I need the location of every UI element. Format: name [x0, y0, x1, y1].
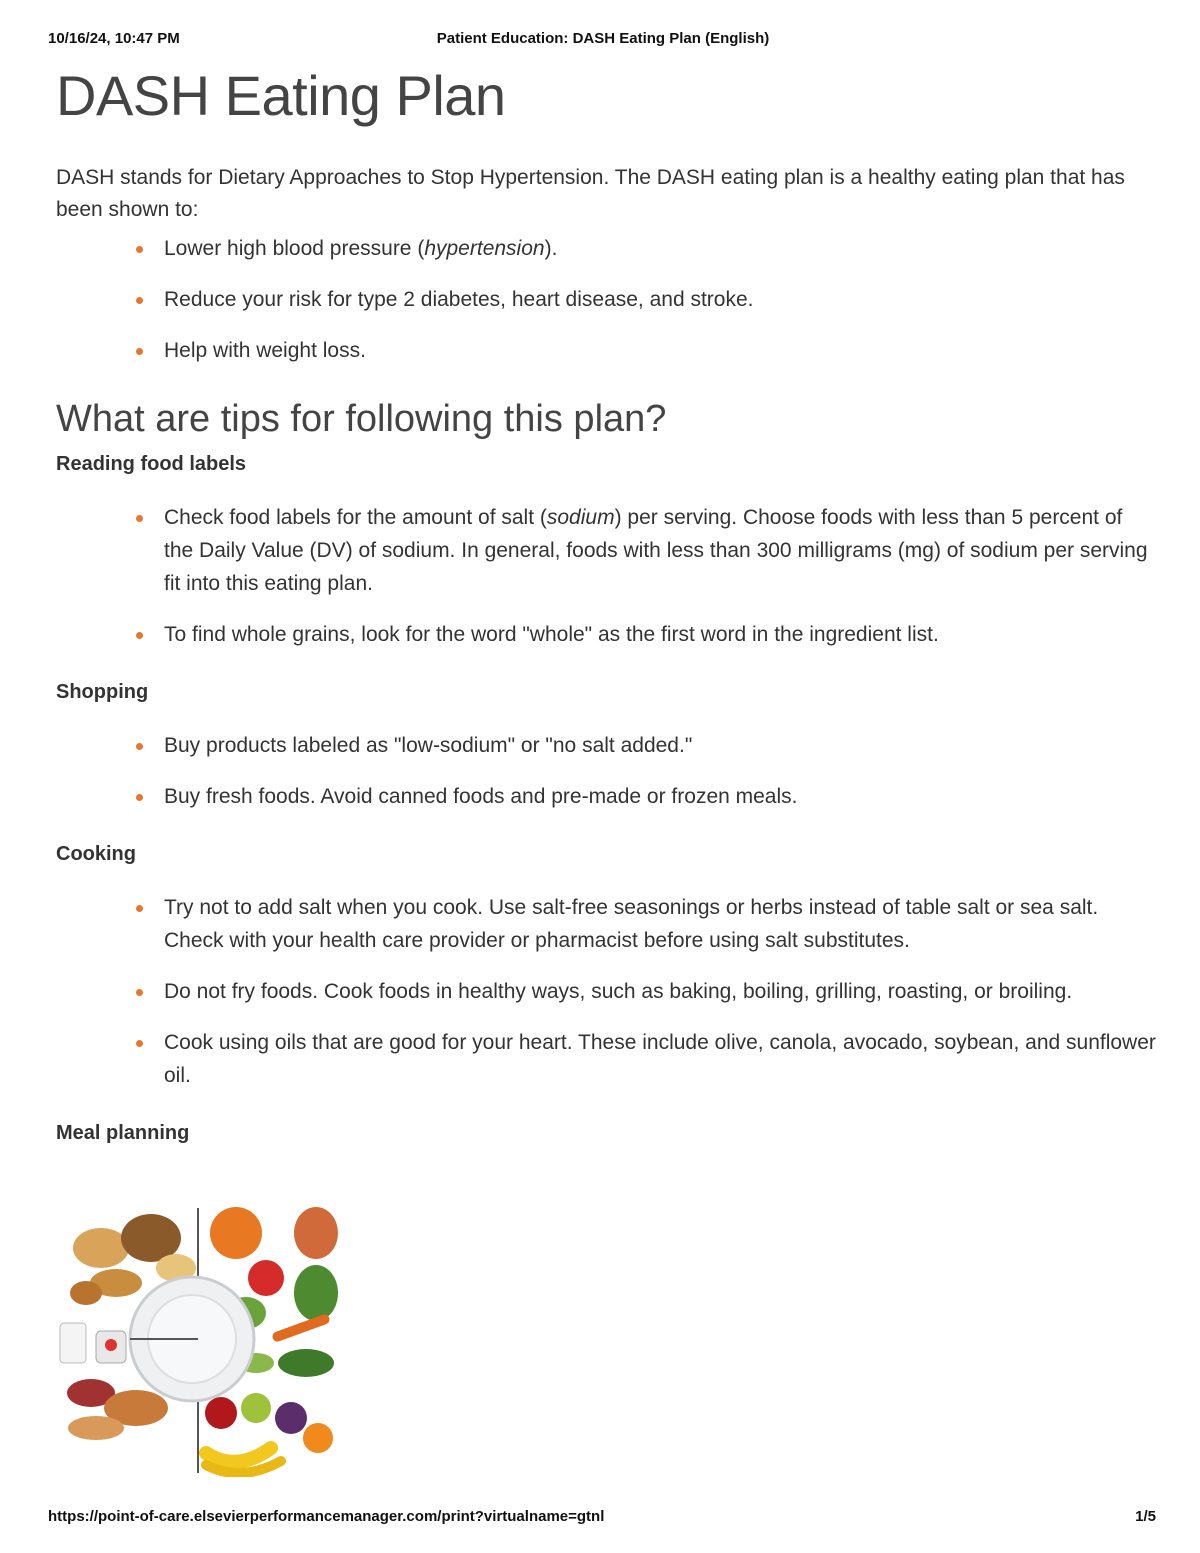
- list-item: Do not fry foods. Cook foods in healthy ways, such as baking, boiling, grilling, roasting, or broiling.: [164, 975, 1156, 1008]
- page-number: 1/5: [1135, 1508, 1156, 1525]
- list-item: Lower high blood pressure (hypertension).: [164, 232, 1156, 265]
- intro-paragraph: DASH stands for Dietary Approaches to Stop Hypertension. The DASH eating plan is a healthy eating plan that has been shown to:: [56, 166, 1125, 221]
- shopping-list: [56, 729, 1156, 813]
- print-url: https://point-of-care.elsevierperformancemanager.com/print?virtualname=gtnl: [48, 1508, 605, 1525]
- benefits-list: [56, 232, 1156, 367]
- list-item: Help with weight loss.: [164, 334, 1156, 367]
- reading-labels-list: [56, 501, 1156, 651]
- list-item: Buy products labeled as "low-sodium" or "no salt added.": [164, 729, 1156, 762]
- tips-heading: What are tips for following this plan?: [56, 398, 667, 440]
- list-item: To find whole grains, look for the word "whole" as the first word in the ingredient list.: [164, 618, 1156, 651]
- print-footer: [48, 1508, 1156, 1528]
- list-item: Check food labels for the amount of salt (sodium) per serving. Choose foods with less than 5 percent of the Daily Value (DV) of sodium. In general, foods with less than 300 milligrams (mg) of sodium per serving fit into this eating plan.: [164, 501, 1156, 600]
- page-title: DASH Eating Plan: [56, 64, 506, 127]
- reading-labels-heading: Reading food labels: [56, 453, 247, 475]
- cooking-heading: Cooking: [56, 843, 136, 865]
- cooking-list: [56, 891, 1156, 1092]
- document-body: [56, 56, 1156, 1148]
- print-header: [48, 30, 1158, 50]
- food-plate-illustration: [56, 1203, 340, 1477]
- list-item: Buy fresh foods. Avoid canned foods and pre-made or frozen meals.: [164, 780, 1156, 813]
- print-doc-title: Patient Education: DASH Eating Plan (English): [436, 30, 770, 47]
- list-item: Try not to add salt when you cook. Use salt-free seasonings or herbs instead of table salt or sea salt. Check with your health care provider or pharmacist before using salt substitutes.: [164, 891, 1156, 957]
- list-item: Cook using oils that are good for your heart. These include olive, canola, avocado, soybean, and sunflower oil.: [164, 1026, 1156, 1092]
- meal-planning-heading: Meal planning: [56, 1122, 190, 1144]
- list-item: Reduce your risk for type 2 diabetes, heart disease, and stroke.: [164, 283, 1156, 316]
- print-datetime: 10/16/24, 10:47 PM: [48, 30, 180, 47]
- shopping-heading: Shopping: [56, 681, 149, 703]
